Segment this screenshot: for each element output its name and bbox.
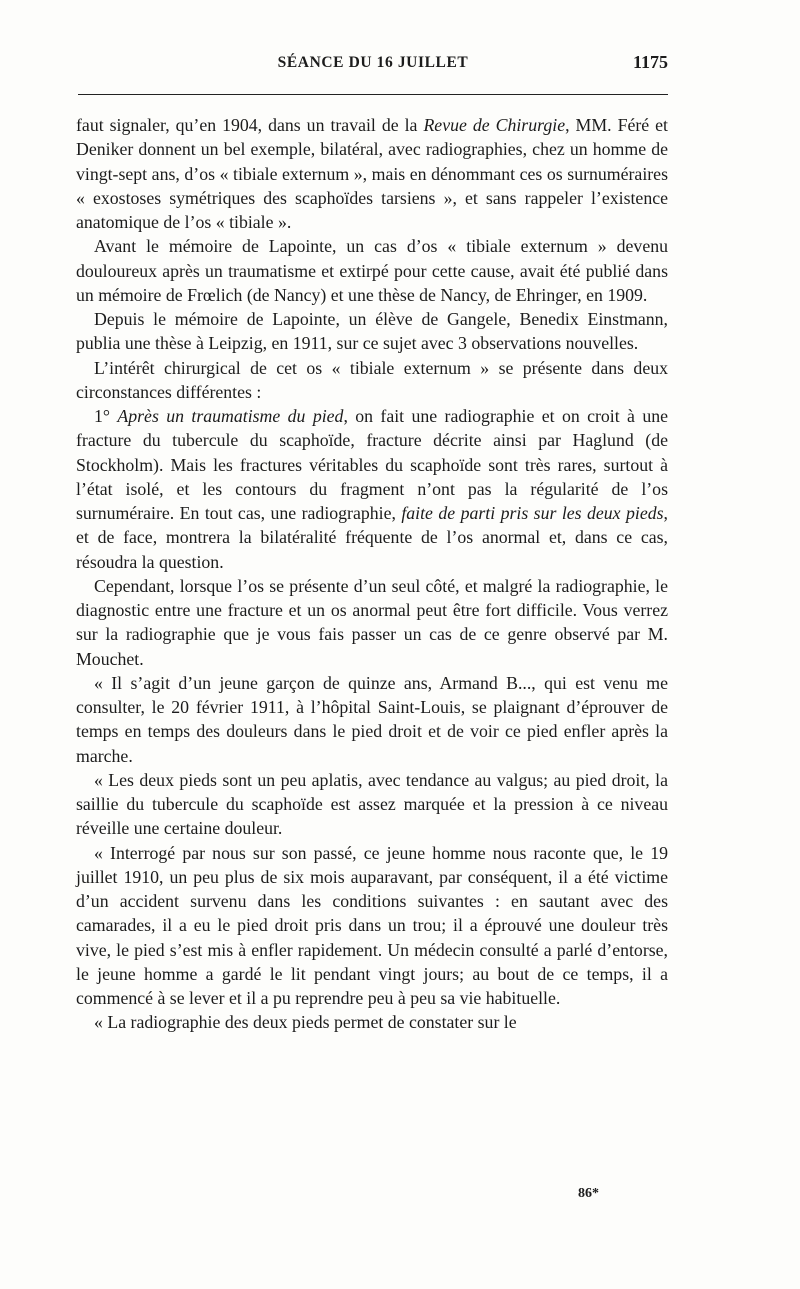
text-run: faut signaler, qu’en 1904, dans un travail de la <box>76 115 424 135</box>
paragraph <box>76 841 668 1011</box>
paragraph <box>76 404 668 574</box>
page-number: 1175 <box>632 52 668 72</box>
text-run: , MM. Féré et Deniker donnent un bel exemple, bilatéral, avec radiographies, chez un homme de vingt-sept ans, d’os « tibiale externum », mais en dénommant ces os surnuméraires « exostoses symétriques des scaphoïdes tarsiens », et sans rappeler l’existence anatomique de l’os « tibiale ». <box>76 115 669 232</box>
text-run: « Interrogé par nous sur son passé, ce jeune homme nous raconte que, le 19 juillet 1910, un peu plus de six mois auparavant, par conséquent, il a été victime d’un accident survenu dans les conditions suivantes : en sautant avec des camarades, il a eu le pied droit pris dans un trou; il a éprouvé une douleur très vive, le pied s’est mis à enfler rapidement. Un médecin consulté a parlé d’entorse, le jeune homme a gardé le lit pendant vingt jours; au bout de ce temps, il a commencé à se lever et il a pu reprendre peu à peu sa vie habituelle. <box>76 842 668 1008</box>
text-run: Cependant, lorsque l’os se présente d’un seul côté, et malgré la radiographie, le diagnostic entre une fracture et un os anormal peut être fort difficile. Vous verrez sur la radiographie que je vous fais passer un cas de ce genre observé par M. Mouchet. <box>76 575 668 669</box>
italic-run: faite de parti pris sur les deux pieds <box>401 503 664 523</box>
text-run: « Il s’agit d’un jeune garçon de quinze ans, Armand B..., qui est venu me consulter, le 20 février 1911, à l’hôpital Saint-Louis, se plaignant d’éprouver de temps en temps des douleurs dans le pied droit et de voir ce pied enfler après la marche. <box>76 672 668 766</box>
signature-mark: 86* <box>578 1186 599 1201</box>
text-run: , on fait une radiographie et on croit à une fracture du tubercule du scaphoïde, fracture décrite ainsi par Haglund (de Stockholm). Mais les fractures véritables du scaphoïde sont très rares, surtout à l’état isolé, et les contours du fragment n’ont pas la régularité de l’os surnuméraire. En tout cas, une radiographie, <box>76 406 668 523</box>
paragraph <box>76 307 668 356</box>
text-run: « Les deux pieds sont un peu aplatis, avec tendance au valgus; au pied droit, la saillie du tubercule du scaphoïde est assez marquée et la pression à ce niveau réveille une certaine douleur. <box>76 769 668 839</box>
italic-run: Après un traumatisme du pied <box>117 406 344 426</box>
running-title: SÉANCE DU 16 JUILLET <box>277 54 469 71</box>
paragraph <box>76 356 668 405</box>
italic-run: Revue de Chirurgie <box>423 115 566 135</box>
text-run: Avant le mémoire de Lapointe, un cas d’os « tibiale externum » devenu douloureux après un traumatisme et extirpé pour cette cause, avait été publié dans un mémoire de Frœlich (de Nancy) et une thèse de Nancy, de Ehringer, en 1909. <box>76 236 668 305</box>
paragraph <box>76 768 668 841</box>
text-run: L’intérêt chirurgical de cet os « tibiale externum » se présente dans deux circonstances différentes : <box>76 357 668 402</box>
header-rule <box>78 94 668 95</box>
paragraph <box>76 113 668 234</box>
running-head <box>78 54 668 84</box>
paragraph <box>76 574 668 671</box>
text-run: Depuis le mémoire de Lapointe, un élève de Gangele, Benedix Einstmann, publia une thèse à Leipzig, en 1911, sur ce sujet avec 3 observations nouvelles. <box>76 309 668 354</box>
text-run: , et de face, montrera la bilatéralité fréquente de l’os anormal et, dans ce cas, résoudra la question. <box>76 503 668 572</box>
body-text <box>76 113 668 1035</box>
paragraph <box>76 671 668 768</box>
paragraph <box>76 234 668 307</box>
text-run: 1° <box>94 406 118 426</box>
text-run: « La radiographie des deux pieds permet de constater sur le <box>94 1012 517 1033</box>
paragraph <box>76 1010 668 1034</box>
